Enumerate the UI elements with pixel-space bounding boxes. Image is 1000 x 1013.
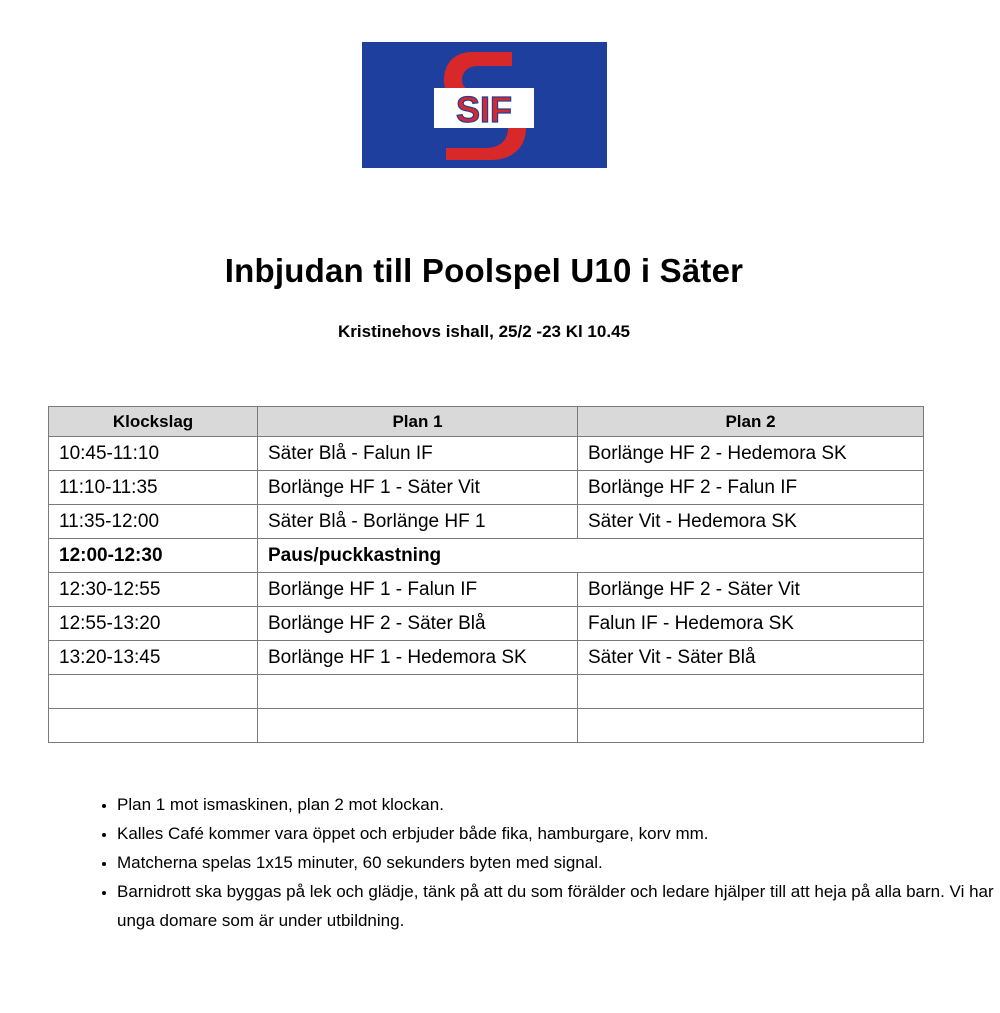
- table-row: [49, 607, 924, 641]
- time-cell: 11:35-12:00: [49, 505, 258, 539]
- plan-2-cell: [578, 675, 924, 709]
- plan-1-cell: Borlänge HF 2 - Säter Blå: [258, 607, 578, 641]
- plan-2-cell: [578, 709, 924, 743]
- plan-2-cell: Falun IF - Hedemora SK: [578, 607, 924, 641]
- table-row-empty: [49, 675, 924, 709]
- page-subtitle: Kristinehovs ishall, 25/2 -23 Kl 10.45: [338, 322, 630, 341]
- plan-1-cell: Borlänge HF 1 - Säter Vit: [258, 471, 578, 505]
- time-cell: 11:10-11:35: [49, 471, 258, 505]
- logo-text: SIF: [455, 89, 513, 130]
- sif-logo-graphic: [362, 42, 607, 168]
- table-row: [49, 505, 924, 539]
- table-header-row: [49, 407, 924, 437]
- page-title: Inbjudan till Poolspel U10 i Säter: [224, 252, 744, 289]
- table-row: [49, 471, 924, 505]
- club-logo: [362, 42, 607, 168]
- time-cell: 10:45-11:10: [49, 437, 258, 471]
- table-row-empty: [49, 709, 924, 743]
- time-cell: [49, 709, 258, 743]
- plan-1-cell: [258, 709, 578, 743]
- plan-2-cell: Borlänge HF 2 - Falun IF: [578, 471, 924, 505]
- time-cell: 13:20-13:45: [49, 641, 258, 675]
- column-header-plan-1: Plan 1: [258, 407, 578, 437]
- plan-1-cell: [258, 675, 578, 709]
- column-header-plan-2: Plan 2: [578, 407, 924, 437]
- notes-list: [75, 790, 997, 935]
- plan-1-cell: Borlänge HF 1 - Falun IF: [258, 573, 578, 607]
- note-item: • Kalles Café kommer vara öppet och erbjuder både fika, hamburgare, korv mm.: [117, 819, 997, 848]
- column-header-time: Klockslag: [49, 407, 258, 437]
- plan-1-cell: Säter Blå - Borlänge HF 1: [258, 505, 578, 539]
- table-row: [49, 437, 924, 471]
- plan-2-cell: Borlänge HF 2 - Säter Vit: [578, 573, 924, 607]
- table-row: [49, 641, 924, 675]
- plan-2-cell: Säter Vit - Hedemora SK: [578, 505, 924, 539]
- time-cell: [49, 675, 258, 709]
- table-row: [49, 573, 924, 607]
- note-item: • Barnidrott ska byggas på lek och glädje, tänk på att du som förälder och ledare hjälper till att heja på alla barn. Vi har unga domare som är under utbildning.: [117, 877, 997, 935]
- plan-1-cell: Säter Blå - Falun IF: [258, 437, 578, 471]
- plan-2-cell: Borlänge HF 2 - Hedemora SK: [578, 437, 924, 471]
- table-row-break: [49, 539, 924, 573]
- plan-1-cell: Borlänge HF 1 - Hedemora SK: [258, 641, 578, 675]
- time-cell: 12:30-12:55: [49, 573, 258, 607]
- note-item: • Matcherna spelas 1x15 minuter, 60 sekunders byten med signal.: [117, 848, 997, 877]
- break-cell: Paus/puckkastning: [258, 539, 924, 573]
- note-item: • Plan 1 mot ismaskinen, plan 2 mot klockan.: [117, 790, 997, 819]
- time-cell: 12:55-13:20: [49, 607, 258, 641]
- time-cell: 12:00-12:30: [49, 539, 258, 573]
- plan-2-cell: Säter Vit - Säter Blå: [578, 641, 924, 675]
- schedule-table: [48, 406, 924, 743]
